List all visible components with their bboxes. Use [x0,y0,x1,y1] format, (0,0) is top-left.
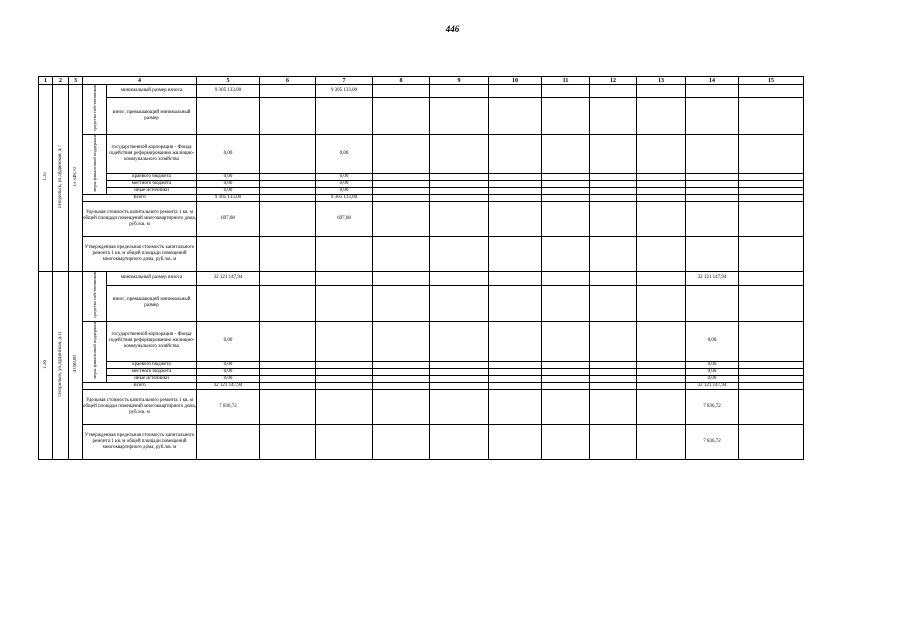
row-label-fund: государственной корпорации - Фонда содействия реформированию жилищно-коммунального хозяйства [107,134,197,173]
value-cell-col7: 0,00 [316,181,373,188]
value-cell-col8 [373,134,430,173]
header-cell: 7 [316,77,373,85]
value-cell-col7 [316,285,373,322]
value-cell-col10 [489,285,542,322]
value-cell-col9 [430,85,489,98]
group-own-funds [83,85,107,135]
value-cell-col13 [637,368,686,375]
value-cell-col15 [739,285,804,322]
value-cell-col11 [542,389,590,424]
value-cell-col8 [373,285,430,322]
value-cell-col10 [489,389,542,424]
value-cell-col15 [739,195,804,202]
value-cell-col15 [739,375,804,382]
value-cell-col10 [489,424,542,459]
value-cell-col9 [430,272,489,285]
value-cell-col5: 0,00 [197,361,260,368]
value-cell-col13 [637,361,686,368]
value-cell-col9 [430,375,489,382]
value-cell-col11 [542,202,590,237]
value-cell-col7: 0,00 [316,188,373,195]
value-cell-col6 [260,389,316,424]
value-cell-col5: 32 121 147,94 [197,272,260,285]
row-label-regional: краевого бюджета [107,361,197,368]
value-cell-col12 [590,285,637,322]
value-cell-col15 [739,272,804,285]
value-cell-col10 [489,375,542,382]
capital-repair-table [38,76,804,460]
value-cell-col15 [739,237,804,272]
group-financial-support [83,322,107,383]
value-cell-col8 [373,382,430,389]
value-cell-col12 [590,424,637,459]
value-cell-col15 [739,85,804,98]
value-cell-col8 [373,202,430,237]
value-cell-col9 [430,285,489,322]
value-cell-col5 [197,424,260,459]
value-cell-col12 [590,98,637,135]
value-cell-col12 [590,389,637,424]
value-cell-col14 [686,134,739,173]
table-row [39,188,804,195]
value-cell-col10 [489,174,542,181]
value-cell-col6 [260,181,316,188]
value-cell-col5: 0,00 [197,368,260,375]
value-cell-col12 [590,85,637,98]
value-cell-col5: 9 305 133,00 [197,195,260,202]
value-cell-col11 [542,285,590,322]
table-row [39,382,804,389]
value-cell-col13 [637,202,686,237]
value-cell-col8 [373,424,430,459]
value-cell-col5: 0,00 [197,134,260,173]
value-cell-col11 [542,382,590,389]
value-cell-col6 [260,237,316,272]
row-label-fund: государственной корпорации - Фонда содействия реформированию жилищно-коммунального хозяйства [107,322,197,361]
value-cell-col13 [637,285,686,322]
value-cell-col13 [637,424,686,459]
value-cell-col14: 0,00 [686,375,739,382]
value-cell-col5 [197,237,260,272]
value-cell-col10 [489,85,542,98]
header-cell: 10 [489,77,542,85]
value-cell-col8 [373,85,430,98]
value-cell-col10 [489,134,542,173]
value-cell-col12 [590,375,637,382]
header-cell: 9 [430,77,489,85]
value-cell-col11 [542,195,590,202]
block-index: 1.35 [42,172,48,182]
value-cell-col6 [260,285,316,322]
building-address: г.Норильск, ул.Дудинская, д.11 [57,331,63,397]
building-area: 13 348,70 [72,166,78,187]
value-cell-col14 [686,181,739,188]
value-cell-col15 [739,174,804,181]
value-cell-col14 [686,98,739,135]
value-cell-col14 [686,174,739,181]
value-cell-col13 [637,382,686,389]
value-cell-col12 [590,202,637,237]
value-cell-col8 [373,375,430,382]
value-cell-col7 [316,361,373,368]
value-cell-col9 [430,188,489,195]
value-cell-col5: 697,08 [197,202,260,237]
value-cell-col12 [590,174,637,181]
address-cell [53,272,69,459]
value-cell-col14: 7 836,72 [686,424,739,459]
value-cell-col12 [590,195,637,202]
value-cell-col10 [489,272,542,285]
value-cell-col11 [542,98,590,135]
row-label-unit_cost: Удельная стоимость капитального ремонта 1 кв. м общей площади помещений многоквартирного дома, руб./кв. м [83,389,197,424]
header-cell: 8 [373,77,430,85]
value-cell-col11 [542,375,590,382]
value-cell-col15 [739,202,804,237]
value-cell-col14: 0,00 [686,322,739,361]
area-cell [69,85,83,272]
value-cell-col8 [373,237,430,272]
value-cell-col5: 0,00 [197,188,260,195]
table-row [39,322,804,361]
value-cell-col15 [739,188,804,195]
value-cell-col14 [686,237,739,272]
row-label-excess: взнос, превышающий минимальный размер [107,285,197,322]
table-row [39,85,804,98]
value-cell-col11 [542,134,590,173]
value-cell-col14 [686,188,739,195]
value-cell-col6 [260,202,316,237]
value-cell-col7 [316,375,373,382]
value-cell-col5 [197,285,260,322]
table-row [39,98,804,135]
value-cell-col9 [430,389,489,424]
value-cell-col12 [590,134,637,173]
value-cell-col11 [542,174,590,181]
value-cell-col9 [430,382,489,389]
page-number: 446 [445,24,460,34]
value-cell-col13 [637,237,686,272]
value-cell-col9 [430,368,489,375]
value-cell-col5: 0,00 [197,174,260,181]
value-cell-col8 [373,368,430,375]
value-cell-col11 [542,361,590,368]
row-label-regional: краевого бюджета [107,174,197,181]
value-cell-col7: 0,00 [316,174,373,181]
group-financial-support-label: меры финансовой поддержки [92,134,97,192]
header-cell: 2 [53,77,69,85]
value-cell-col14 [686,202,739,237]
value-cell-col11 [542,181,590,188]
value-cell-col11 [542,272,590,285]
value-cell-col15 [739,424,804,459]
row-label-min_contrib: минимальный размер взноса [107,272,197,285]
value-cell-col7: 9 305 133,00 [316,195,373,202]
row-label-local: местного бюджета [107,181,197,188]
value-cell-col9 [430,195,489,202]
row-label-other: иные источники [107,188,197,195]
building-area: 4 098,80 [72,355,78,373]
group-own-funds-label: средства собственников [92,272,97,319]
value-cell-col10 [489,361,542,368]
value-cell-col6 [260,322,316,361]
group-own-funds [83,272,107,322]
value-cell-col10 [489,195,542,202]
value-cell-col7 [316,322,373,361]
value-cell-col7 [316,389,373,424]
value-cell-col7 [316,272,373,285]
value-cell-col6 [260,375,316,382]
table-row [39,272,804,285]
value-cell-col7 [316,237,373,272]
value-cell-col9 [430,134,489,173]
value-cell-col7 [316,98,373,135]
value-cell-col9 [430,361,489,368]
header-cell: 11 [542,77,590,85]
value-cell-col8 [373,272,430,285]
value-cell-col8 [373,361,430,368]
row-label-limit_cost: Утвержденная предельная стоимость капитального ремонта 1 кв. м общей площади помещений многоквартирного дома, руб./кв. м [83,237,197,272]
value-cell-col7: 9 305 133,00 [316,85,373,98]
value-cell-col9 [430,322,489,361]
value-cell-col15 [739,98,804,135]
value-cell-col5 [197,98,260,135]
value-cell-col13 [637,134,686,173]
value-cell-col8 [373,181,430,188]
value-cell-col14 [686,85,739,98]
value-cell-col13 [637,389,686,424]
row-label-min_contrib: минимальный размер взноса [107,85,197,98]
value-cell-col12 [590,237,637,272]
value-cell-col9 [430,181,489,188]
value-cell-col8 [373,195,430,202]
value-cell-col11 [542,368,590,375]
value-cell-col5: 9 305 133,00 [197,85,260,98]
value-cell-col15 [739,361,804,368]
value-cell-col7: 697,08 [316,202,373,237]
header-cell: 4 [83,77,197,85]
table-row [39,195,804,202]
value-cell-col10 [489,202,542,237]
row-label-total: Всего [83,195,197,202]
value-cell-col13 [637,85,686,98]
value-cell-col8 [373,322,430,361]
value-cell-col14: 32 121 147,94 [686,272,739,285]
value-cell-col6 [260,424,316,459]
value-cell-col6 [260,382,316,389]
value-cell-col15 [739,322,804,361]
value-cell-col7 [316,382,373,389]
value-cell-col9 [430,237,489,272]
group-financial-support [83,134,107,195]
value-cell-col15 [739,134,804,173]
value-cell-col12 [590,188,637,195]
table-row [39,368,804,375]
value-cell-col12 [590,181,637,188]
table-row [39,375,804,382]
value-cell-col10 [489,188,542,195]
row-label-limit_cost: Утвержденная предельная стоимость капитального ремонта 1 кв. м общей площади помещений многоквартирного дома, руб./кв. м [83,424,197,459]
table-row [39,389,804,424]
group-financial-support-label: меры финансовой поддержки [92,322,97,379]
value-cell-col5: 0,00 [197,322,260,361]
value-cell-col11 [542,322,590,361]
header-cell: 5 [197,77,260,85]
value-cell-col8 [373,98,430,135]
value-cell-col13 [637,375,686,382]
value-cell-col7 [316,368,373,375]
value-cell-col15 [739,368,804,375]
value-cell-col7: 0,00 [316,134,373,173]
table-row [39,181,804,188]
value-cell-col13 [637,181,686,188]
value-cell-col14 [686,195,739,202]
value-cell-col12 [590,361,637,368]
value-cell-col6 [260,98,316,135]
header-cell: 13 [637,77,686,85]
value-cell-col12 [590,382,637,389]
value-cell-col12 [590,272,637,285]
table-row [39,237,804,272]
value-cell-col10 [489,181,542,188]
block-index: 1.36 [42,359,48,369]
value-cell-col6 [260,361,316,368]
value-cell-col15 [739,389,804,424]
row-label-total: Всего [83,382,197,389]
value-cell-col14: 0,00 [686,368,739,375]
value-cell-col14: 32 121 147,94 [686,382,739,389]
address-cell [53,85,69,272]
table-row [39,134,804,173]
value-cell-col13 [637,174,686,181]
block-index-cell [39,272,53,459]
value-cell-col10 [489,382,542,389]
table-row [39,424,804,459]
value-cell-col15 [739,382,804,389]
table-row [39,361,804,368]
table-row [39,174,804,181]
header-cell: 1 [39,77,53,85]
table-row [39,285,804,322]
value-cell-col8 [373,188,430,195]
value-cell-col9 [430,174,489,181]
value-cell-col13 [637,188,686,195]
area-cell [69,272,83,459]
value-cell-col6 [260,188,316,195]
header-row [39,77,804,85]
value-cell-col5: 0,00 [197,181,260,188]
value-cell-col13 [637,195,686,202]
value-cell-col14 [686,285,739,322]
value-cell-col13 [637,322,686,361]
value-cell-col10 [489,237,542,272]
block-index-cell [39,85,53,272]
value-cell-col8 [373,174,430,181]
value-cell-col12 [590,322,637,361]
row-label-excess: взнос, превышающий минимальный размер [107,98,197,135]
value-cell-col13 [637,272,686,285]
value-cell-col5: 7 836,72 [197,389,260,424]
value-cell-col10 [489,368,542,375]
value-cell-col10 [489,322,542,361]
value-cell-col5: 32 121 147,94 [197,382,260,389]
value-cell-col6 [260,174,316,181]
value-cell-col9 [430,98,489,135]
value-cell-col6 [260,195,316,202]
header-cell: 12 [590,77,637,85]
row-label-other: иные источники [107,375,197,382]
building-address: г.Норильск, ул.Дудинская, д.7 [57,145,63,209]
value-cell-col9 [430,202,489,237]
row-label-local: местного бюджета [107,368,197,375]
value-cell-col6 [260,368,316,375]
value-cell-col6 [260,272,316,285]
value-cell-col14: 7 836,72 [686,389,739,424]
value-cell-col5: 0,00 [197,375,260,382]
row-label-unit_cost: Удельная стоимость капитального ремонта 1 кв. м общей площади помещений многоквартирного дома, руб./кв. м [83,202,197,237]
value-cell-col7 [316,424,373,459]
value-cell-col11 [542,85,590,98]
value-cell-col10 [489,98,542,135]
header-cell: 6 [260,77,316,85]
value-cell-col6 [260,134,316,173]
value-cell-col14: 0,00 [686,361,739,368]
header-cell: 15 [739,77,804,85]
value-cell-col11 [542,188,590,195]
value-cell-col6 [260,85,316,98]
value-cell-col8 [373,389,430,424]
table-row [39,202,804,237]
value-cell-col11 [542,237,590,272]
value-cell-col11 [542,424,590,459]
value-cell-col15 [739,181,804,188]
header-cell: 3 [69,77,83,85]
value-cell-col13 [637,98,686,135]
group-own-funds-label: средства собственников [92,85,97,131]
header-cell: 14 [686,77,739,85]
value-cell-col12 [590,368,637,375]
value-cell-col9 [430,424,489,459]
